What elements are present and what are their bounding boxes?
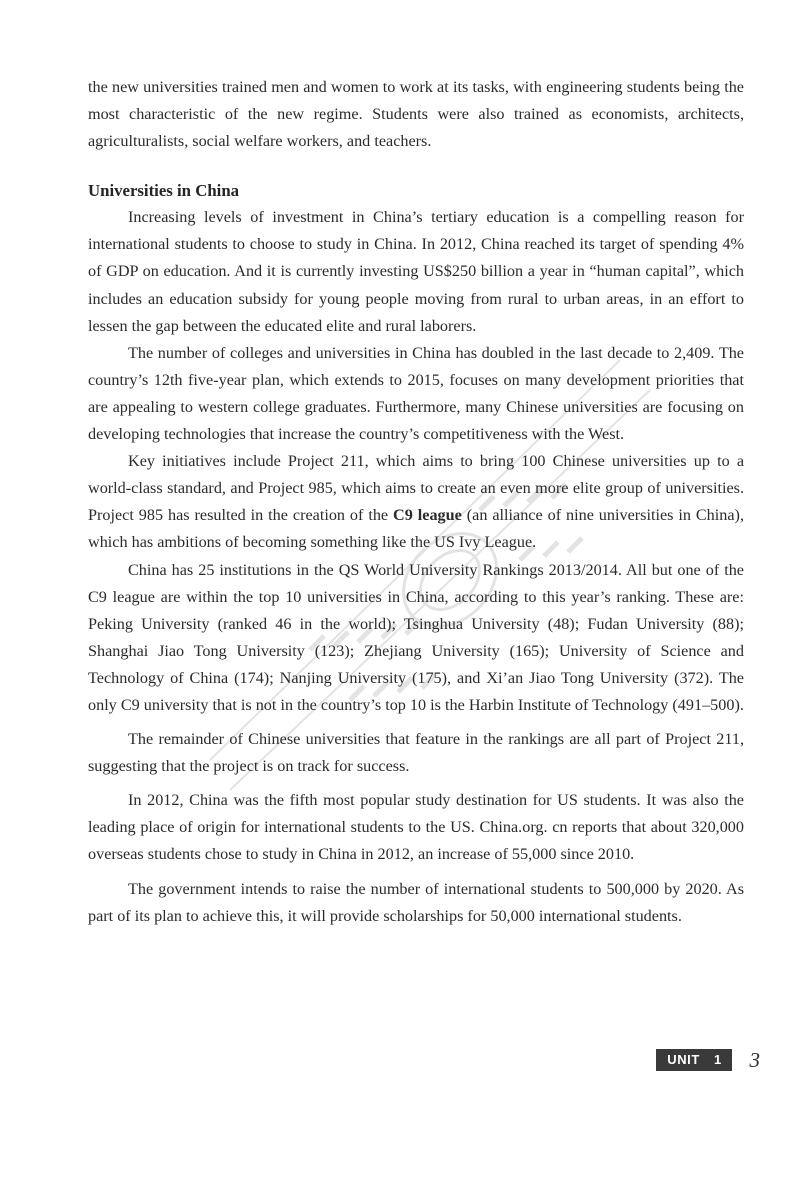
c9-league-term: C9 league [393,506,462,525]
unit-badge [656,1049,732,1071]
initiatives-text-after: (an alliance of nine universities in China), which has ambitions of becoming something like the US Ivy League. [88,506,744,552]
page-footer [656,1049,761,1071]
study-destination-paragraph: In 2012, China was the fifth most popular study destination for US students. It was also the leading place of origin for international students to the US. China.org. cn reports that about 320,000 overseas students chose to study in China in 2012, an increase of 55,000 since 2010. [88,791,744,864]
page-number: 3 [749,1048,760,1072]
initiatives-text-before: Key initiatives include Project 211, which aims to bring 100 Chinese universities up to a world-class standard, and Project 985, which aims to create an even more elite group of universities. Project 985 has resulted in the creation of the [88,452,744,525]
rankings-paragraph: China has 25 institutions in the QS World University Rankings 2013/2014. All but one of the C9 league are within the top 10 universities in China, according to this year’s ranking. These are: Peking University (ranked 46 in the world); Tsinghua University (48); Fudan University (88); Shanghai Jiao Tong University (123); Zhejiang University (165); University of Science and Technology of China (174); Nanjing University (175), and Xi’an Jiao Tong University (372). The only C9 university that is not in the country’s top 10 is the Harbin Institute of Technology (491–500). [88,560,744,714]
unit-number: 1 [713,1052,722,1067]
intro-paragraph: the new universities trained men and women to work at its tasks, with engineering students being the most characteristic of the new regime. Students were also trained as economists, architects, agriculturalists, social welfare workers, and teachers. [88,78,744,151]
unit-word: UNIT [667,1052,700,1067]
initiatives-paragraph [88,448,744,556]
page-body [88,74,744,930]
section-heading: Universities in China [88,181,240,201]
project-211-paragraph: The remainder of Chinese universities that feature in the rankings are all part of Project 211, suggesting that the project is on track for success. [88,730,744,776]
investment-paragraph: Increasing levels of investment in China’s tertiary education is a compelling reason for international students to choose to study in China. In 2012, China reached its target of spending 4% of GDP on education. And it is currently investing US$250 billion a year in “human capital”, which includes an education subsidy for young people moving from rural to urban areas, in an effort to lessen the gap between the educated elite and rural laborers. [88,208,744,335]
colleges-paragraph: The number of colleges and universities in China has doubled in the last decade to 2,409. The country’s 12th five-year plan, which extends to 2015, focuses on many development priorities that are appealing to western college graduates. Furthermore, many Chinese universities are focusing on developing technologies that increase the country’s competitiveness with the West. [88,343,744,444]
scholarship-paragraph: The government intends to raise the number of international students to 500,000 by 2020. As part of its plan to achieve this, it will provide scholarships for 50,000 international students. [88,879,744,925]
